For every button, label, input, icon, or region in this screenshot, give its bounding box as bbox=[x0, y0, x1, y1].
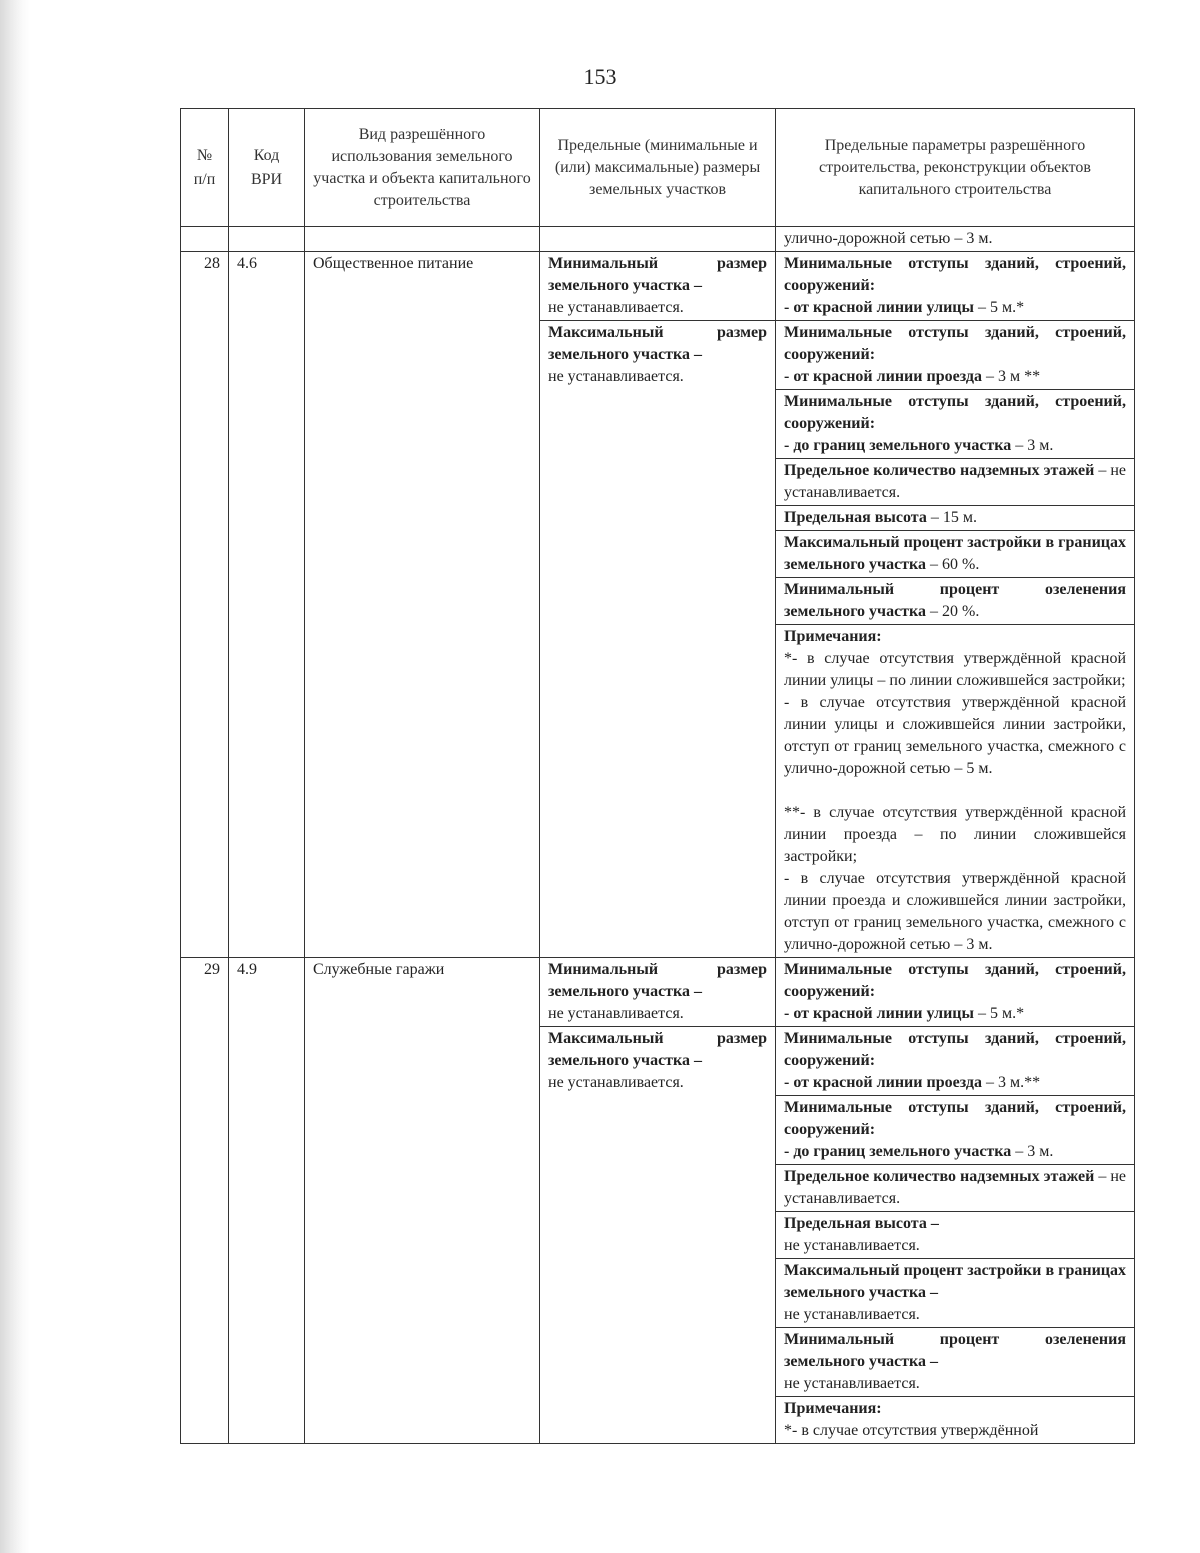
param-max-coverage: Максимальный процент застройки в границах земельного участка – 60 %. bbox=[776, 531, 1135, 578]
param-offset-passage: Минимальные отступы зданий, строений, сооружений: - от красной линии проезда – 3 м ** bbox=[776, 321, 1135, 390]
header-code: Код ВРИ bbox=[229, 109, 305, 227]
notes-cell: Примечания: *- в случае отсутствия утверждённой красной линии улицы – по линии сложившейся застройки; - в случае отсутствия утверждённой красной линии улицы и сложившейся линии застройки, отступ от границ земельного участка, смежного с улично-дорожной сетью – 5 м. **- в случае отсутствия утверждённой красной линии проезда – по линии сложившейся застройки; - в случае отсутствия утверждённой красной линии проезда и сложившейся линии застройки, отступ от границ земельного участка, смежного с улично-дорожной сетью – 3 м. bbox=[776, 625, 1135, 958]
param-max-coverage: Максимальный процент застройки в границах земельного участка – не устанавливается. bbox=[776, 1259, 1135, 1328]
param-floors: Предельное количество надземных этажей – не устанавливается. bbox=[776, 1165, 1135, 1212]
param-min-greenery: Минимальный процент озеленения земельного участка – 20 %. bbox=[776, 578, 1135, 625]
max-size-cell: Максимальный размер земельного участка – не устанавливается. bbox=[540, 1027, 776, 1444]
note-item: - в случае отсутствия утверждённой красной линии проезда и сложившейся линии застройки, отступ от границ земельного участка, смежного с улично-дорожной сетью – 3 м. bbox=[784, 870, 1126, 953]
header-use-type: Вид разрешённого использования земельного участка и объекта капитального строительства bbox=[305, 109, 540, 227]
scan-edge-shadow bbox=[0, 0, 30, 1553]
param-offset-boundary: Минимальные отступы зданий, строений, сооружений: - до границ земельного участка – 3 м. bbox=[776, 1096, 1135, 1165]
header-number: № п/п bbox=[181, 109, 229, 227]
row-number: 29 bbox=[181, 958, 229, 1444]
param-offset-street: Минимальные отступы зданий, строений, сооружений: - от красной линии улицы – 5 м.* bbox=[776, 252, 1135, 321]
param-min-greenery: Минимальный процент озеленения земельного участка – не устанавливается. bbox=[776, 1328, 1135, 1397]
row-use-name: Служебные гаражи bbox=[305, 958, 540, 1444]
row-code: 4.9 bbox=[229, 958, 305, 1444]
min-size-cell: Минимальный размер земельного участка – не устанавливается. bbox=[540, 958, 776, 1027]
table-header-row bbox=[181, 109, 1135, 227]
param-height: Предельная высота – не устанавливается. bbox=[776, 1212, 1135, 1259]
row-code: 4.6 bbox=[229, 252, 305, 958]
param-offset-boundary: Минимальные отступы зданий, строений, сооружений: - до границ земельного участка – 3 м. bbox=[776, 390, 1135, 459]
note-item: *- в случае отсутствия утверждённой bbox=[784, 1422, 1039, 1439]
notes-cell: Примечания: *- в случае отсутствия утверждённой bbox=[776, 1397, 1135, 1444]
max-size-cell: Максимальный размер земельного участка – не устанавливается. bbox=[540, 321, 776, 958]
note-item: - в случае отсутствия утверждённой красной линии улицы и сложившейся линии застройки, отступ от границ земельного участка, смежного с улично-дорожной сетью – 5 м. bbox=[784, 694, 1126, 777]
param-floors: Предельное количество надземных этажей – не устанавливается. bbox=[776, 459, 1135, 506]
min-size-cell: Минимальный размер земельного участка – не устанавливается. bbox=[540, 252, 776, 321]
note-item: **- в случае отсутствия утверждённой красной линии проезда – по линии сложившейся застройки; bbox=[784, 804, 1126, 865]
header-build-params: Предельные параметры разрешённого строительства, реконструкции объектов капитального строительства bbox=[776, 109, 1135, 227]
row-use-name: Общественное питание bbox=[305, 252, 540, 958]
land-use-regulations-table bbox=[180, 108, 1135, 1444]
row-number: 28 bbox=[181, 252, 229, 958]
page-number: 153 bbox=[583, 64, 617, 89]
header-plot-size: Предельные (минимальные и (или) максимальные) размеры земельных участков bbox=[540, 109, 776, 227]
param-offset-street: Минимальные отступы зданий, строений, сооружений: - от красной линии улицы – 5 м.* bbox=[776, 958, 1135, 1027]
carryover-row bbox=[181, 227, 1135, 252]
param-offset-passage: Минимальные отступы зданий, строений, сооружений: - от красной линии проезда – 3 м.** bbox=[776, 1027, 1135, 1096]
param-height: Предельная высота – 15 м. bbox=[776, 506, 1135, 531]
note-item: *- в случае отсутствия утверждённой красной линии улицы – по линии сложившейся застройки; bbox=[784, 650, 1126, 689]
table-row-28 bbox=[181, 252, 1135, 321]
table-row-29 bbox=[181, 958, 1135, 1027]
carryover-text: улично-дорожной сетью – 3 м. bbox=[776, 227, 1135, 252]
